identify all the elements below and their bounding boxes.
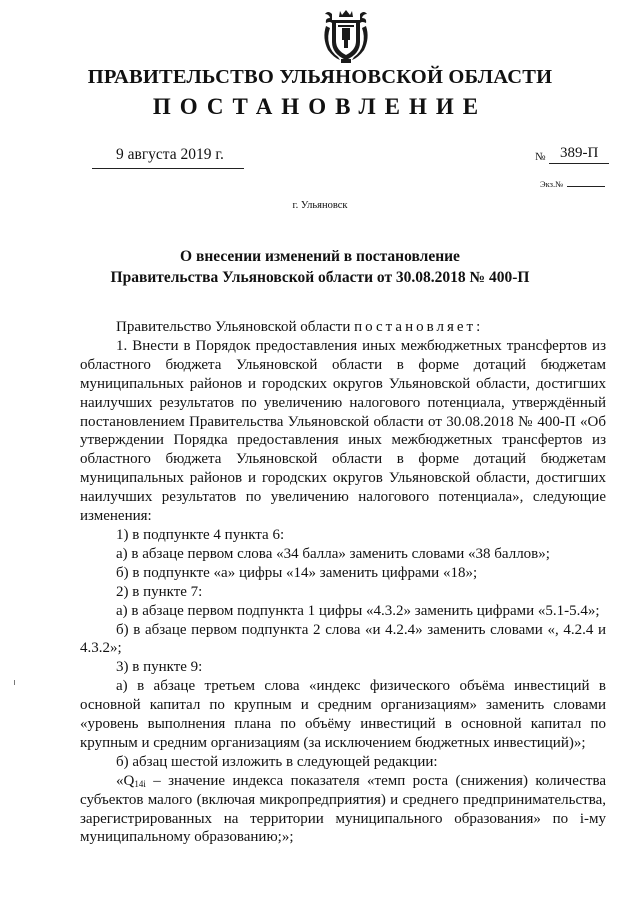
paragraph-11-text: – значение индекса показателя «темп роста (снижения) количества субъектов малого (включая микропредприятия) и среднего предпринимательства, зарегистрированных на территории муниципального образования» по i-му муниципальному образованию;»; [80,772,606,846]
document-number: 389-П [560,145,599,161]
paragraph-10: б) абзац шестой изложить в следующей редакции: [116,753,438,770]
paragraph-5: 2) в пункте 7: [116,583,203,600]
intro-prefix: Правительство Ульяновской области [116,319,351,335]
paragraph-8: 3) в пункте 9: [116,659,203,676]
coat-of-arms-emblem [322,8,370,64]
paragraph-6: а) в абзаце первом подпункта 1 цифры «4.3.2» заменить цифрами «5.1-5.4»; [116,602,600,619]
copy-number-label: Экз.№ [540,179,564,189]
document-type: ПОСТАНОВЛЕНИЕ [152,94,488,119]
number-underline [549,163,609,164]
date-underline [92,168,244,169]
number-label: № [535,151,546,163]
city-name: г. Ульяновск [292,200,348,211]
document-date: 9 августа 2019 г. [116,146,224,163]
paragraph-3: а) в абзаце первом слова «34 балла» заменить словами «38 баллов»; [116,545,550,562]
paragraph-1: 1. Внести в Порядок предоставления иных межбюджетных трансфертов из областного бюджета Ульяновской области в форме дотаций бюджетам муниципальных районов и городских округов Ульяновской области, достигших наилучших результатов по увеличению налогового потенциала, утверждённый постановлением Правительства Ульяновской области от 30.08.2018 № 400-П «Об утверждении Порядка предоставления иных межбюджетных трансфертов из областного бюджета Ульяновской области в форме дотаций бюджетам муниципальных районов и городских округов Ульяновской области, достигших наилучших результатов по увеличению налогового потенциала», следующие изменения: [80,337,606,525]
subscript-index: 14i [134,778,146,789]
intro-paragraph [80,318,606,337]
paragraph-9: а) в абзаце третьем слова «индекс физического объёма инвестиций в основной капитал по крупным и средним организациям» заменить словами «уровень выполнения плана по объёму инвестиций в основной капитал по крупным и средним организациям (за исключением бюджетных инвестиций)»; [80,678,606,751]
organization-name: ПРАВИТЕЛЬСТВО УЛЬЯНОВСКОЙ ОБЛАСТИ [87,66,553,88]
quote-open-q: «Q [116,772,135,789]
title-line-1: О внесении изменений в постановление [180,248,460,265]
document-title [0,246,640,288]
document-body [80,318,606,847]
paragraph-2: 1) в подпункте 4 пункта 6: [116,526,285,543]
copy-number-underline [567,186,605,187]
paragraph-7: б) в абзаце первом подпункта 2 слова «и 4.2.4» заменить словами «, 4.2.4 и 4.3.2»; [80,621,606,657]
intro-verb: постановляет: [354,319,484,335]
paragraph-11 [80,772,606,848]
title-line-2: Правительства Ульяновской области от 30.08.2018 № 400-П [110,269,530,286]
paragraph-4: б) в подпункте «а» цифры «14» заменить цифрами «18»; [116,564,478,581]
margin-mark [14,680,15,685]
